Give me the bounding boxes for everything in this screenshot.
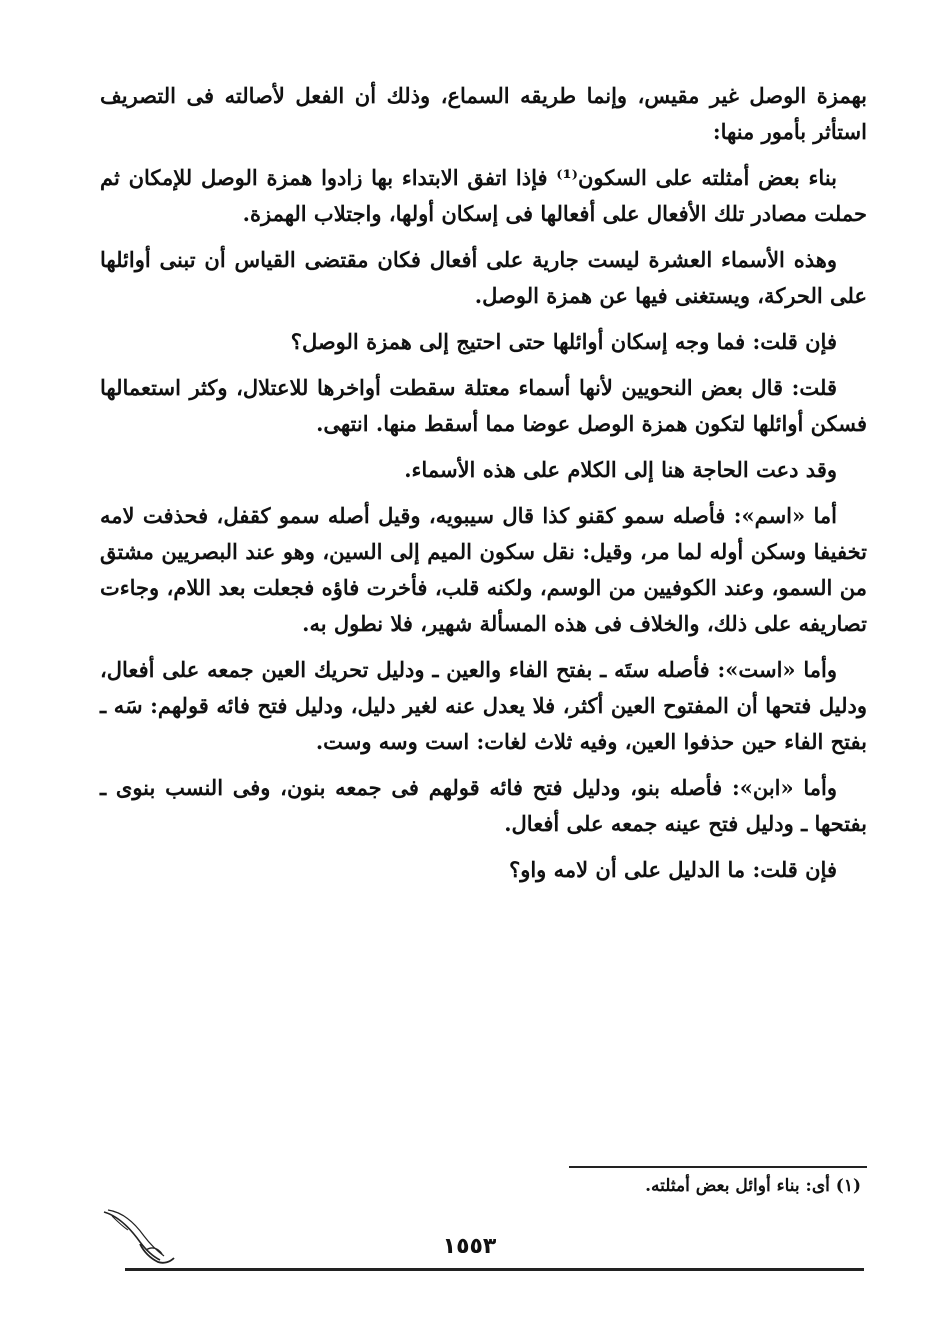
paragraph-3: وهذه الأسماء العشرة ليست جارية على أفعال فكان مقتضى القياس أن تبنى أوائلها على الحركة، ويستغنى فيها عن همزة الوصل. <box>100 247 867 308</box>
paragraph-8: وأما «است»: فأصله ستَه ـ بفتح الفاء والعين ـ ودليل تحريك العين جمعه على أفعال، ودليل فتحها أن المفتوح العين أكثر، فلا يعدل عنه لغير دليل، ودليل فتح فائه قولهم: سَه ـ بفتح الفاء حين حذفوا العين، وفيه ثلاث لغات: است وسه وست. <box>100 657 867 754</box>
paragraph-10: فإن قلت: ما الدليل على أن لامه واو؟ <box>509 857 837 882</box>
paragraph-9: وأما «ابن»: فأصله بنو، ودليل فتح فائه قولهم فى جمعه بنون، وفى النسب بنوى ـ بفتحها ـ ودليل فتح عينه جمعه على أفعال. <box>100 775 867 836</box>
paragraph-2: بناء بعض أمثلته على السكون⁽¹⁾ فإذا اتفق الابتداء بها زادوا همزة الوصل للإمكان ثم حملت مصادر تلك الأفعال على أفعالها فى إسكان أولها، واجتلاب الهمزة. <box>100 165 867 226</box>
paragraph-4: فإن قلت: فما وجه إسكان أوائلها حتى احتيج إلى همزة الوصل؟ <box>290 329 837 354</box>
body-text <box>100 78 867 898</box>
paragraph-5: قلت: قال بعض النحويين لأنها أسماء معتلة سقطت أواخرها للاعتلال، وكثر استعمالها فسكن أوائلها لتكون همزة الوصل عوضا مما أسقط منها. انتهى. <box>100 375 867 436</box>
footnote: (١) أى: بناء أوائل بعض أمثلته. <box>645 1176 861 1196</box>
page-number: ١٥٥٣ <box>442 1234 497 1259</box>
paragraph-7: أما «اسم»: فأصله سمو كقنو كذا قال سيبويه، وقيل أصله سمو كقفل، فحذفت لامه تخفيفا وسكن أوله لما مر، وقيل: نقل سكون الميم إلى السين، وهو عند البصريين مشتق من السمو، وعند الكوفيين من الوسم، ولكنه قلب، فأخرت فاؤه فجعلت بعد اللام، وجاءت تصاريفه على ذلك، والخلاف فى هذه المسألة شهير، فلا نطول به. <box>100 503 867 636</box>
footnote-divider <box>569 1166 867 1168</box>
paragraph-1: بهمزة الوصل غير مقيس، وإنما طريقه السماع، وذلك أن الفعل لأصالته فى التصريف استأثر بأمور منها: <box>100 83 867 144</box>
paragraph-6: وقد دعت الحاجة هنا إلى الكلام على هذه الأسماء. <box>404 457 837 482</box>
bottom-divider <box>125 1268 864 1271</box>
